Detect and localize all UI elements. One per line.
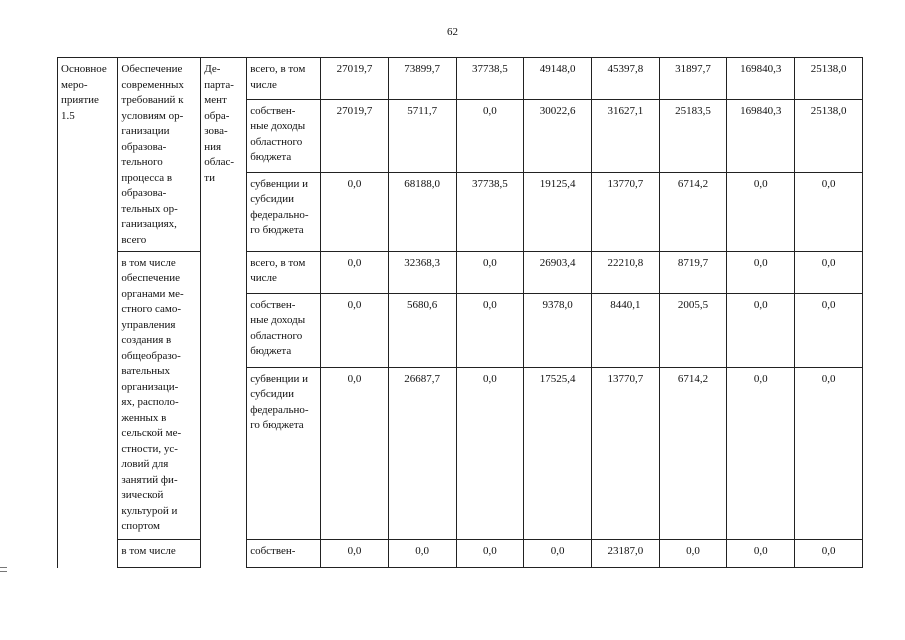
value-cell: 22210,8 (591, 251, 659, 293)
value-cell: 8440,1 (591, 293, 659, 367)
event-name-cell: Основное меро- приятие 1.5 (58, 58, 118, 567)
page-number: 62 (447, 26, 458, 38)
value-cell: 5711,7 (388, 99, 456, 172)
value-cell: 0,0 (727, 251, 795, 293)
value-cell: 0,0 (456, 367, 524, 539)
value-cell: 0,0 (321, 367, 389, 539)
funding-source-cell: собствен- ные доходы областного бюджета (247, 99, 321, 172)
funding-source-cell: всего, в том числе (247, 58, 321, 99)
value-cell: 27019,7 (321, 58, 389, 99)
funding-source-cell: всего, в том числе (247, 251, 321, 293)
budget-table (58, 58, 863, 568)
value-cell: 26687,7 (388, 367, 456, 539)
value-cell: 37738,5 (456, 172, 524, 251)
value-cell: 0,0 (456, 293, 524, 367)
value-cell: 0,0 (795, 539, 863, 567)
value-cell: 0,0 (659, 539, 727, 567)
value-cell: 25138,0 (795, 58, 863, 99)
funding-source-cell: субвенции и субсидии федерально- го бюджета (247, 172, 321, 251)
value-cell: 25138,0 (795, 99, 863, 172)
value-cell: 13770,7 (591, 367, 659, 539)
department-cell: Де- парта- мент обра- зова- ния облас- ти (201, 58, 247, 567)
value-cell: 26903,4 (524, 251, 592, 293)
value-cell: 31897,7 (659, 58, 727, 99)
value-cell: 23187,0 (591, 539, 659, 567)
value-cell: 169840,3 (727, 99, 795, 172)
value-cell: 19125,4 (524, 172, 592, 251)
value-cell: 0,0 (727, 367, 795, 539)
value-cell: 0,0 (795, 251, 863, 293)
funding-source-cell: собствен- (247, 539, 321, 567)
scan-edge-mark (0, 567, 7, 572)
value-cell: 0,0 (456, 539, 524, 567)
value-cell: 17525,4 (524, 367, 592, 539)
value-cell: 6714,2 (659, 172, 727, 251)
value-cell: 30022,6 (524, 99, 592, 172)
value-cell: 31627,1 (591, 99, 659, 172)
value-cell: 73899,7 (388, 58, 456, 99)
value-cell: 13770,7 (591, 172, 659, 251)
budget-table-sheet (57, 57, 863, 568)
value-cell: 0,0 (727, 172, 795, 251)
value-cell: 0,0 (795, 172, 863, 251)
main-description-cell: Обеспечение современных требований к условиям ор- ганизации образова- тельного процесса в образова- тельных ор- ганизациях, всего (118, 58, 201, 251)
value-cell: 0,0 (456, 251, 524, 293)
value-cell: 25183,5 (659, 99, 727, 172)
table-row (58, 58, 863, 99)
value-cell: 0,0 (456, 99, 524, 172)
sub-description-cell: в том числе (118, 539, 201, 567)
value-cell: 0,0 (524, 539, 592, 567)
funding-source-cell: собствен- ные доходы областного бюджета (247, 293, 321, 367)
value-cell: 0,0 (321, 293, 389, 367)
table-row (58, 251, 863, 293)
value-cell: 68188,0 (388, 172, 456, 251)
table-row (58, 539, 863, 567)
value-cell: 169840,3 (727, 58, 795, 99)
value-cell: 6714,2 (659, 367, 727, 539)
value-cell: 37738,5 (456, 58, 524, 99)
value-cell: 2005,5 (659, 293, 727, 367)
value-cell: 0,0 (321, 539, 389, 567)
value-cell: 0,0 (321, 251, 389, 293)
value-cell: 27019,7 (321, 99, 389, 172)
sub-description-cell: в том числе обеспечение органами ме- стного само- управления создания в общеобразо- вательных организаци- ях, располо- женных в сельской ме- стности, ус- ловий для занятий фи- зической культурой и спортом (118, 251, 201, 539)
funding-source-cell: субвенции и субсидии федерально- го бюджета (247, 367, 321, 539)
value-cell: 8719,7 (659, 251, 727, 293)
value-cell: 5680,6 (388, 293, 456, 367)
value-cell: 0,0 (388, 539, 456, 567)
value-cell: 0,0 (727, 293, 795, 367)
value-cell: 0,0 (727, 539, 795, 567)
value-cell: 49148,0 (524, 58, 592, 99)
value-cell: 0,0 (795, 293, 863, 367)
value-cell: 45397,8 (591, 58, 659, 99)
value-cell: 0,0 (321, 172, 389, 251)
value-cell: 32368,3 (388, 251, 456, 293)
value-cell: 0,0 (795, 367, 863, 539)
value-cell: 9378,0 (524, 293, 592, 367)
